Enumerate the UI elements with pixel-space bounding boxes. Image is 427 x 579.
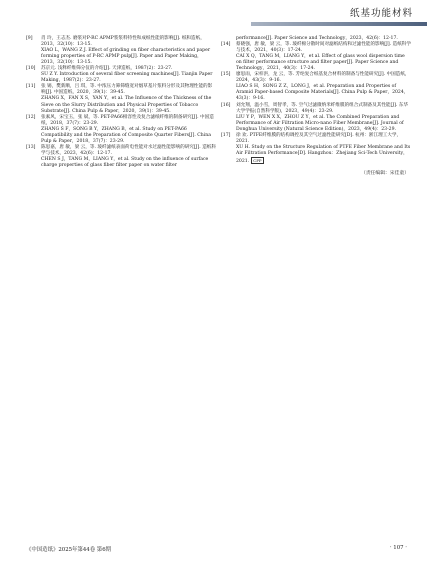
- reference-entry: [26, 115, 216, 145]
- reference-number: [12]: [26, 114, 36, 120]
- references-right-column: [221, 36, 411, 177]
- reference-entry: [221, 133, 411, 165]
- reference-english-text: CAI X Q，TANG M，LIANG Y，et al. Effect of glass wool dispersion time on filter performance structure and filter paper[J]. Paper Science and Technology，2021，40(3)：17-24.: [236, 54, 405, 72]
- reference-english-text: LIAO S H，SONG Z Z，LONG J，et al. Preparation and Properties of Aramid Paper-based Composite Materials[J]. China Pulp & Paper，2024，43(3)：9-16.: [236, 84, 409, 102]
- reference-number: [11]: [26, 84, 36, 90]
- reference-english-text: XU H. Study on the Structure Regulation of PTFE Fiber Membrane and Its Air Filtration Performance[D]. Hangzhou：Zhejiang Sci-Tech University，2021.: [236, 144, 411, 164]
- reference-english-text: LIU Y P，WEN X X，ZHOU Z Y，et al. The Combined Preparation and Performance of Air Filtration Micro-nano Fiber Membrane[J]. Journal of Donghua University (Natural Science Edition)，2023，49(4)：23-29.: [236, 114, 404, 132]
- references-left-column: [26, 36, 216, 169]
- reference-text: 张 锡，樊新顺，吕 琪，等. 中浓压力筛筛缝宽对烟草基片浆料分形及其物理性能的影响[J]. 中国造纸，2020，39(1)：39-45.: [41, 84, 213, 96]
- reference-english-text: XIAO L，WANG Z J. Effect of grinding on fiber characteristics and paper forming properties of P-RC APMP pulp[J]. Paper and Paper Making，2013，32(10)：13-15.: [41, 48, 211, 66]
- reference-number: [13]: [26, 144, 36, 150]
- header-decor-bar: [251, 22, 427, 26]
- reference-number: [14]: [221, 42, 231, 48]
- reference-number: [16]: [221, 102, 231, 108]
- reference-text: performance[J]. Paper Science and Technology，2023，42(6)：12-17.: [236, 36, 398, 41]
- reference-text: 陈思嘉，唐 敏，梁 云，等. 玻纤滤纸表面荷电性能对水过滤性能影响的研究[J]. 造纸科学与技术，2023，42(6)：12-17.: [41, 144, 216, 156]
- reference-text: 苏京元. 浅释纤维筛分仪的介绍[J]. 天津造纸，1987(2)：23-27.: [41, 66, 173, 72]
- reference-text: 廖思雨，宋梓洪，龙 云，等. 芳纶复合纸基复合材料的制备与性能研究[J]. 中国造纸，2024，43(3)：9-16.: [236, 72, 410, 84]
- reference-text: 刘允翔，温小雪，周智孝，等. 空气过滤微纳米纤维膜的组合式制备及其性能[J]. 东华大学学报(自然科学版)，2023，49(4)：23-29.: [236, 102, 409, 114]
- reference-number: [17]: [221, 132, 231, 138]
- reference-entry: [26, 145, 216, 169]
- reference-text: 蔡晓强，唐 敏，梁 云，等. 玻纤棉分散时间对滤纸结构和过滤性能的影响[J]. 造纸科学与技术，2021，40(3)：17-24.: [236, 42, 411, 54]
- reference-english-text: SU Z Y. Introduction of several fiber screening machines[J]. Tianjin Paper Making，1987(2)：23-27.: [41, 72, 213, 84]
- reference-english: [41, 157, 216, 169]
- reference-entry: [221, 42, 411, 72]
- reference-english: [236, 84, 411, 102]
- reference-entry: [26, 84, 216, 114]
- footer-journal: 《中国造纸》2025年第44卷 第6期: [26, 547, 112, 553]
- reference-entry: [26, 36, 216, 66]
- reference-entry: [26, 66, 216, 84]
- reference-entry: [221, 72, 411, 102]
- reference-english: [41, 96, 216, 114]
- reference-english-text: ZHANG S F，SONG B Y，ZHANG B，et al. Study on PET-PA66 Compatibility and the Preparation of Composite Quarter Fibers[J]. China Pulp & Paper，2018，37(7)：23-29.: [41, 126, 211, 144]
- reference-text: 张素风，宋宝玉，张 斌，等. PET-PA66相容性及复合滤纸纤维的制备研究[J]. 中国造纸，2018，37(7)：23-29.: [41, 114, 214, 126]
- reference-english: [41, 48, 216, 66]
- header-title: 纸基功能材料: [349, 8, 413, 19]
- reference-english-text: ZHANG X，FAN X S，YAN Y，et al. The Influence of the Thickness of the Sieve on the Slurry Distribution and Physical Properties of Tobacco Substrate[J]. China Pulp & Paper，2020，39(1)：39-45.: [41, 96, 212, 114]
- reference-entry: [221, 103, 411, 133]
- reference-english: [236, 145, 411, 165]
- reference-english: [236, 115, 411, 133]
- page-header: [247, 0, 427, 30]
- page-footer: [26, 545, 407, 557]
- reference-number: [10]: [26, 66, 36, 72]
- editor-signoff: （责任编辑：宋佳童）: [361, 170, 409, 176]
- reference-number: [9]: [26, 36, 33, 41]
- reference-number: [15]: [221, 72, 231, 78]
- reference-text: 徐 欢. PTFE纤维膜的结构调控及其空气过滤性能研究[D]. 杭州：浙江理工大学，2021.: [236, 132, 402, 144]
- crossref-badge[interactable]: CPP: [253, 157, 262, 163]
- reference-english-text: CHEN S J，TANG M，LIANG Y，et al. Study on the influence of surface charge properties of glass fiber filter paper on water filter: [41, 156, 209, 168]
- reference-english: [41, 72, 216, 84]
- reference-english: [41, 127, 216, 145]
- reference-text: 肖 玲，王志杰. 磨浆对P-RC APMP浆浆料特性和成纸性能的影响[J]. 纸和造纸，2013，32(10)：13-15.: [41, 36, 205, 48]
- reference-english: [236, 54, 411, 72]
- footer-page-number: · 107 ·: [389, 545, 407, 551]
